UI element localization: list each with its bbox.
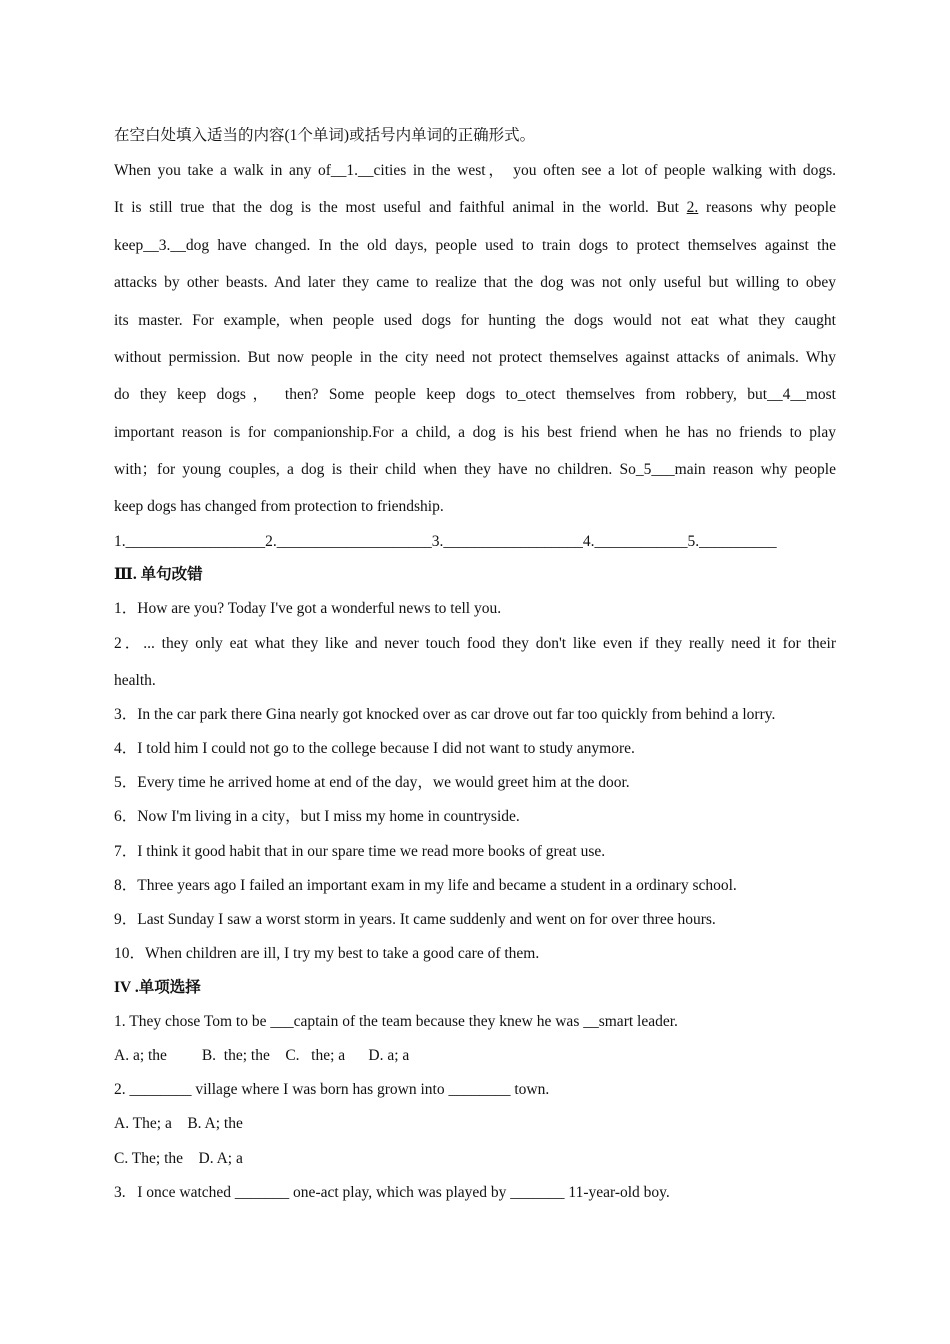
error-item: 9．Last Sunday I saw a worst storm in years. It came suddenly and went on for over three hours. bbox=[114, 911, 716, 928]
instruction: 在空白处填入适当的内容(1个单词)或括号内单词的正确形式。 bbox=[114, 127, 536, 144]
mc-options: A. a; the B. the; the C. the; a D. a; a bbox=[114, 1047, 410, 1064]
passage-line-4: attacks by other beasts. And later they came to realize that the dog was not only useful but willing to obey bbox=[114, 274, 836, 291]
passage-line-10: keep dogs has changed from protection to friendship. bbox=[114, 498, 444, 515]
answer-blanks-line: 1.__________________2.____________________3.__________________4.____________5.__________ bbox=[114, 533, 777, 550]
blank-1: __1.__ bbox=[330, 162, 374, 179]
error-item: 8．Three years ago I failed an important exam in my life and became a student in a ordinary school. bbox=[114, 877, 737, 894]
passage-line-8: important reason is for companionship.For a child, a dog is his best friend when he has no friends to play bbox=[114, 424, 836, 441]
passage-text: cities in the west， you often see a lot of people walking with dogs. bbox=[373, 162, 836, 179]
mc-options: A. The; a B. A; the bbox=[114, 1115, 243, 1132]
section-4-heading: IV .单项选择 bbox=[114, 979, 201, 996]
error-item: 2．... they only eat what they like and never touch food they don't like even if they really need it for their bbox=[114, 635, 836, 652]
passage-line-6: without permission. But now people in the city need not protect themselves against attacks of animals. Why bbox=[114, 349, 836, 366]
blank-2: 2. bbox=[686, 199, 699, 216]
error-item: 5．Every time he arrived home at end of the day，we would greet him at the door. bbox=[114, 774, 630, 791]
passage-line-2 bbox=[114, 198, 836, 218]
section-3-heading: Ⅲ. 单句改错 bbox=[114, 566, 203, 583]
passage-line-3 bbox=[114, 236, 836, 256]
error-item: 7．I think it good habit that in our spare time we read more books of great use. bbox=[114, 843, 606, 860]
error-item: 3．In the car park there Gina nearly got knocked over as car drove out far too quickly from behind a lorry. bbox=[114, 706, 776, 723]
passage-text: It is still true that the dog is the most useful and faithful animal in the world. But bbox=[114, 199, 687, 216]
passage-line-1 bbox=[114, 161, 836, 181]
mc-question: 1. They chose Tom to be ___captain of the team because they knew he was __smart leader. bbox=[114, 1013, 678, 1030]
error-item: 4．I told him I could not go to the college because I did not want to study anymore. bbox=[114, 740, 635, 757]
passage-line-9: with；for young couples, a dog is their child when they have no children. So_5___main reason why people bbox=[114, 461, 836, 478]
error-item: 6．Now I'm living in a city，but I miss my home in countryside. bbox=[114, 808, 520, 825]
mc-question: 3. I once watched _______ one-act play, which was played by _______ 11-year-old boy. bbox=[114, 1184, 670, 1201]
mc-question: 2. ________ village where I was born has grown into ________ town. bbox=[114, 1081, 550, 1098]
blank-3: __3.__ bbox=[143, 237, 186, 254]
passage-text: reasons why people bbox=[698, 199, 836, 216]
error-item: 1．How are you? Today I've got a wonderful news to tell you. bbox=[114, 600, 502, 617]
mc-options: C. The; the D. A; a bbox=[114, 1150, 243, 1167]
passage-text: keep bbox=[114, 237, 144, 254]
passage-text: dog have changed. In the old days, people used to train dogs to protect themselves against the bbox=[185, 237, 836, 254]
error-item: 10．When children are ill, I try my best to take a good care of them. bbox=[114, 945, 540, 962]
passage-line-7: do they keep dogs， then? Some people keep dogs to_otect themselves from robbery, but__4__most bbox=[114, 386, 836, 403]
error-item-continuation: health. bbox=[114, 672, 156, 689]
passage-line-5: its master. For example, when people used dogs for hunting the dogs would not eat what they caught bbox=[114, 312, 836, 329]
passage-text: When you take a walk in any of bbox=[114, 162, 331, 179]
